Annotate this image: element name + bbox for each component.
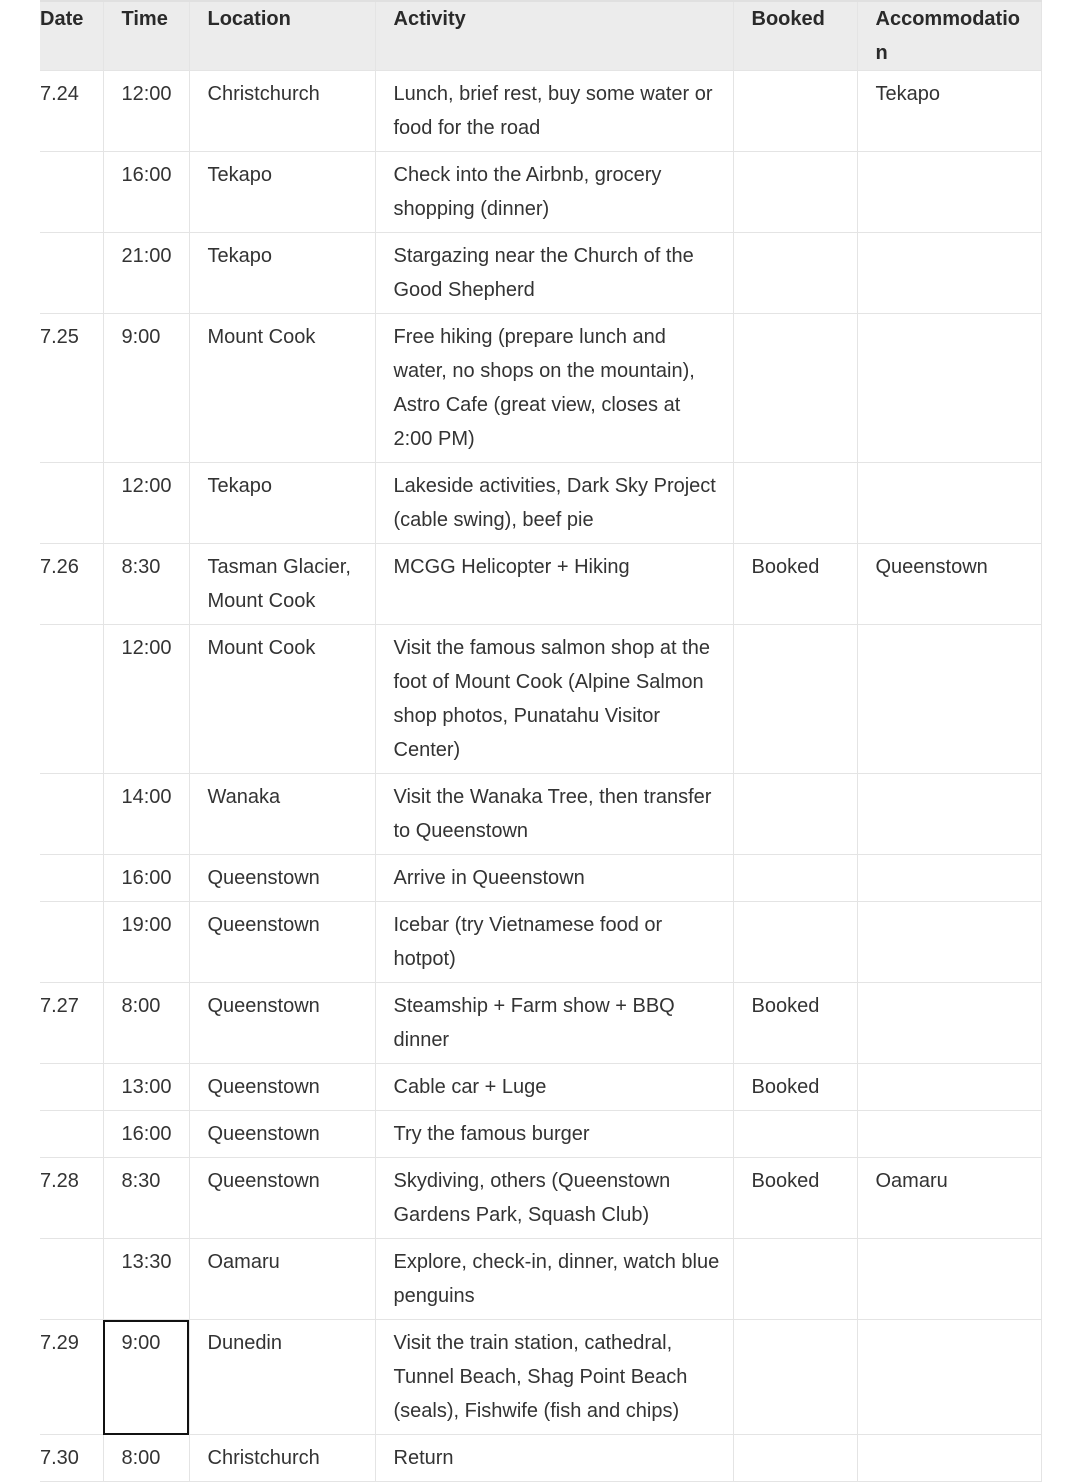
cell-booked[interactable]: Booked	[733, 983, 857, 1064]
cell-booked[interactable]	[733, 902, 857, 983]
cell-location[interactable]: Dunedin	[189, 1320, 375, 1435]
cell-activity[interactable]: Lunch, brief rest, buy some water or food for the road	[375, 71, 733, 152]
cell-time-selected[interactable]: 9:00	[103, 1320, 189, 1435]
cell-location[interactable]: Mount Cook	[189, 314, 375, 463]
cell-time[interactable]: 8:00	[103, 1435, 189, 1482]
header-booked[interactable]: Booked	[733, 1, 857, 71]
cell-activity[interactable]: Try the famous burger	[375, 1111, 733, 1158]
cell-booked[interactable]	[733, 1111, 857, 1158]
cell-activity[interactable]: Explore, check-in, dinner, watch blue penguins	[375, 1239, 733, 1320]
cell-location[interactable]: Queenstown	[189, 855, 375, 902]
cell-date[interactable]	[40, 1111, 103, 1158]
cell-accommodation[interactable]	[857, 314, 1041, 463]
cell-activity[interactable]: Skydiving, others (Queenstown Gardens Park, Squash Club)	[375, 1158, 733, 1239]
cell-booked[interactable]	[733, 71, 857, 152]
cell-booked[interactable]	[733, 625, 857, 774]
cell-date[interactable]: 7.29	[40, 1320, 103, 1435]
table-row	[40, 1239, 1041, 1320]
cell-accommodation[interactable]	[857, 625, 1041, 774]
cell-location[interactable]: Mount Cook	[189, 625, 375, 774]
cell-accommodation[interactable]	[857, 1064, 1041, 1111]
cell-location[interactable]: Christchurch	[189, 71, 375, 152]
cell-activity[interactable]: Visit the famous salmon shop at the foot of Mount Cook (Alpine Salmon shop photos, Punatahu Visitor Center)	[375, 625, 733, 774]
table-row	[40, 544, 1041, 625]
cell-activity[interactable]: Icebar (try Vietnamese food or hotpot)	[375, 902, 733, 983]
cell-activity[interactable]: Check into the Airbnb, grocery shopping (dinner)	[375, 152, 733, 233]
header-date[interactable]: Date	[40, 1, 103, 71]
table-row	[40, 855, 1041, 902]
cell-accommodation[interactable]	[857, 233, 1041, 314]
cell-activity[interactable]: Steamship + Farm show + BBQ dinner	[375, 983, 733, 1064]
cell-accommodation[interactable]: Oamaru	[857, 1158, 1041, 1239]
cell-location[interactable]: Wanaka	[189, 774, 375, 855]
cell-location[interactable]: Tekapo	[189, 152, 375, 233]
cell-activity[interactable]: Lakeside activities, Dark Sky Project (cable swing), beef pie	[375, 463, 733, 544]
cell-date[interactable]: 7.27	[40, 983, 103, 1064]
cell-date[interactable]	[40, 625, 103, 774]
cell-location[interactable]: Christchurch	[189, 1435, 375, 1482]
header-time[interactable]: Time	[103, 1, 189, 71]
table-row	[40, 1320, 1041, 1435]
cell-time[interactable]: 12:00	[103, 71, 189, 152]
cell-accommodation[interactable]	[857, 855, 1041, 902]
cell-location[interactable]: Oamaru	[189, 1239, 375, 1320]
cell-time[interactable]: 9:00	[103, 314, 189, 463]
header-location[interactable]: Location	[189, 1, 375, 71]
cell-time[interactable]: 8:30	[103, 1158, 189, 1239]
table-header	[40, 1, 1041, 71]
cell-date[interactable]	[40, 463, 103, 544]
table-body	[40, 71, 1041, 1482]
table-row	[40, 314, 1041, 463]
cell-booked[interactable]	[733, 314, 857, 463]
table-row	[40, 1435, 1041, 1482]
cell-date[interactable]	[40, 233, 103, 314]
cell-accommodation[interactable]: Tekapo	[857, 71, 1041, 152]
cell-date[interactable]: 7.25	[40, 314, 103, 463]
cell-time[interactable]: 13:30	[103, 1239, 189, 1320]
table-row	[40, 902, 1041, 983]
cell-date[interactable]: 7.26	[40, 544, 103, 625]
cell-activity[interactable]: Visit the Wanaka Tree, then transfer to Queenstown	[375, 774, 733, 855]
cell-booked[interactable]	[733, 152, 857, 233]
cell-location[interactable]: Tekapo	[189, 233, 375, 314]
cell-location[interactable]: Queenstown	[189, 983, 375, 1064]
header-row	[40, 1, 1041, 71]
cell-booked[interactable]	[733, 1239, 857, 1320]
cell-time[interactable]: 14:00	[103, 774, 189, 855]
cell-time[interactable]: 8:30	[103, 544, 189, 625]
cell-booked[interactable]	[733, 233, 857, 314]
cell-time[interactable]: 12:00	[103, 625, 189, 774]
cell-activity[interactable]: Visit the train station, cathedral, Tunnel Beach, Shag Point Beach (seals), Fishwife (fish and chips)	[375, 1320, 733, 1435]
cell-booked[interactable]	[733, 855, 857, 902]
cell-activity[interactable]: Return	[375, 1435, 733, 1482]
cell-location[interactable]: Queenstown	[189, 1064, 375, 1111]
cell-accommodation[interactable]	[857, 152, 1041, 233]
table-row	[40, 152, 1041, 233]
table-row	[40, 71, 1041, 152]
cell-location[interactable]: Queenstown	[189, 1158, 375, 1239]
cell-accommodation[interactable]	[857, 1239, 1041, 1320]
cell-activity[interactable]: Free hiking (prepare lunch and water, no shops on the mountain), Astro Cafe (great view, closes at 2:00 PM)	[375, 314, 733, 463]
itinerary-table	[40, 0, 1042, 1482]
table-row	[40, 463, 1041, 544]
cell-time[interactable]: 12:00	[103, 463, 189, 544]
cell-date[interactable]	[40, 1064, 103, 1111]
cell-date[interactable]: 7.30	[40, 1435, 103, 1482]
cell-time[interactable]: 16:00	[103, 855, 189, 902]
cell-location[interactable]: Tasman Glacier, Mount Cook	[189, 544, 375, 625]
cell-activity[interactable]: Cable car + Luge	[375, 1064, 733, 1111]
cell-time[interactable]: 8:00	[103, 983, 189, 1064]
cell-booked[interactable]: Booked	[733, 1158, 857, 1239]
cell-booked[interactable]	[733, 1320, 857, 1435]
cell-time[interactable]: 19:00	[103, 902, 189, 983]
cell-booked[interactable]: Booked	[733, 544, 857, 625]
table-row	[40, 983, 1041, 1064]
cell-time[interactable]: 21:00	[103, 233, 189, 314]
table-row	[40, 233, 1041, 314]
cell-date[interactable]: 7.24	[40, 71, 103, 152]
cell-accommodation[interactable]	[857, 902, 1041, 983]
cell-date[interactable]	[40, 855, 103, 902]
cell-location[interactable]: Queenstown	[189, 1111, 375, 1158]
table-row	[40, 1111, 1041, 1158]
cell-time[interactable]: 16:00	[103, 1111, 189, 1158]
table-row	[40, 625, 1041, 774]
cell-time[interactable]: 13:00	[103, 1064, 189, 1111]
cell-booked[interactable]	[733, 1435, 857, 1482]
table-row	[40, 1064, 1041, 1111]
cell-booked[interactable]	[733, 774, 857, 855]
table-row	[40, 774, 1041, 855]
cell-accommodation[interactable]	[857, 1320, 1041, 1435]
cell-date[interactable]: 7.28	[40, 1158, 103, 1239]
cell-location[interactable]: Queenstown	[189, 902, 375, 983]
cell-accommodation[interactable]	[857, 983, 1041, 1064]
cell-accommodation[interactable]	[857, 774, 1041, 855]
cell-accommodation[interactable]: Queenstown	[857, 544, 1041, 625]
cell-time[interactable]: 16:00	[103, 152, 189, 233]
cell-activity[interactable]: Stargazing near the Church of the Good Shepherd	[375, 233, 733, 314]
itinerary-table-container	[40, 0, 1041, 1482]
cell-booked[interactable]: Booked	[733, 1064, 857, 1111]
cell-accommodation[interactable]	[857, 1435, 1041, 1482]
cell-activity[interactable]: Arrive in Queenstown	[375, 855, 733, 902]
header-activity[interactable]: Activity	[375, 1, 733, 71]
cell-date[interactable]	[40, 774, 103, 855]
cell-date[interactable]	[40, 1239, 103, 1320]
table-row	[40, 1158, 1041, 1239]
cell-activity[interactable]: MCGG Helicopter + Hiking	[375, 544, 733, 625]
cell-location[interactable]: Tekapo	[189, 463, 375, 544]
cell-booked[interactable]	[733, 463, 857, 544]
cell-accommodation[interactable]	[857, 463, 1041, 544]
cell-date[interactable]	[40, 902, 103, 983]
header-accommodation[interactable]: Accommodation	[857, 1, 1041, 71]
cell-accommodation[interactable]	[857, 1111, 1041, 1158]
cell-date[interactable]	[40, 152, 103, 233]
